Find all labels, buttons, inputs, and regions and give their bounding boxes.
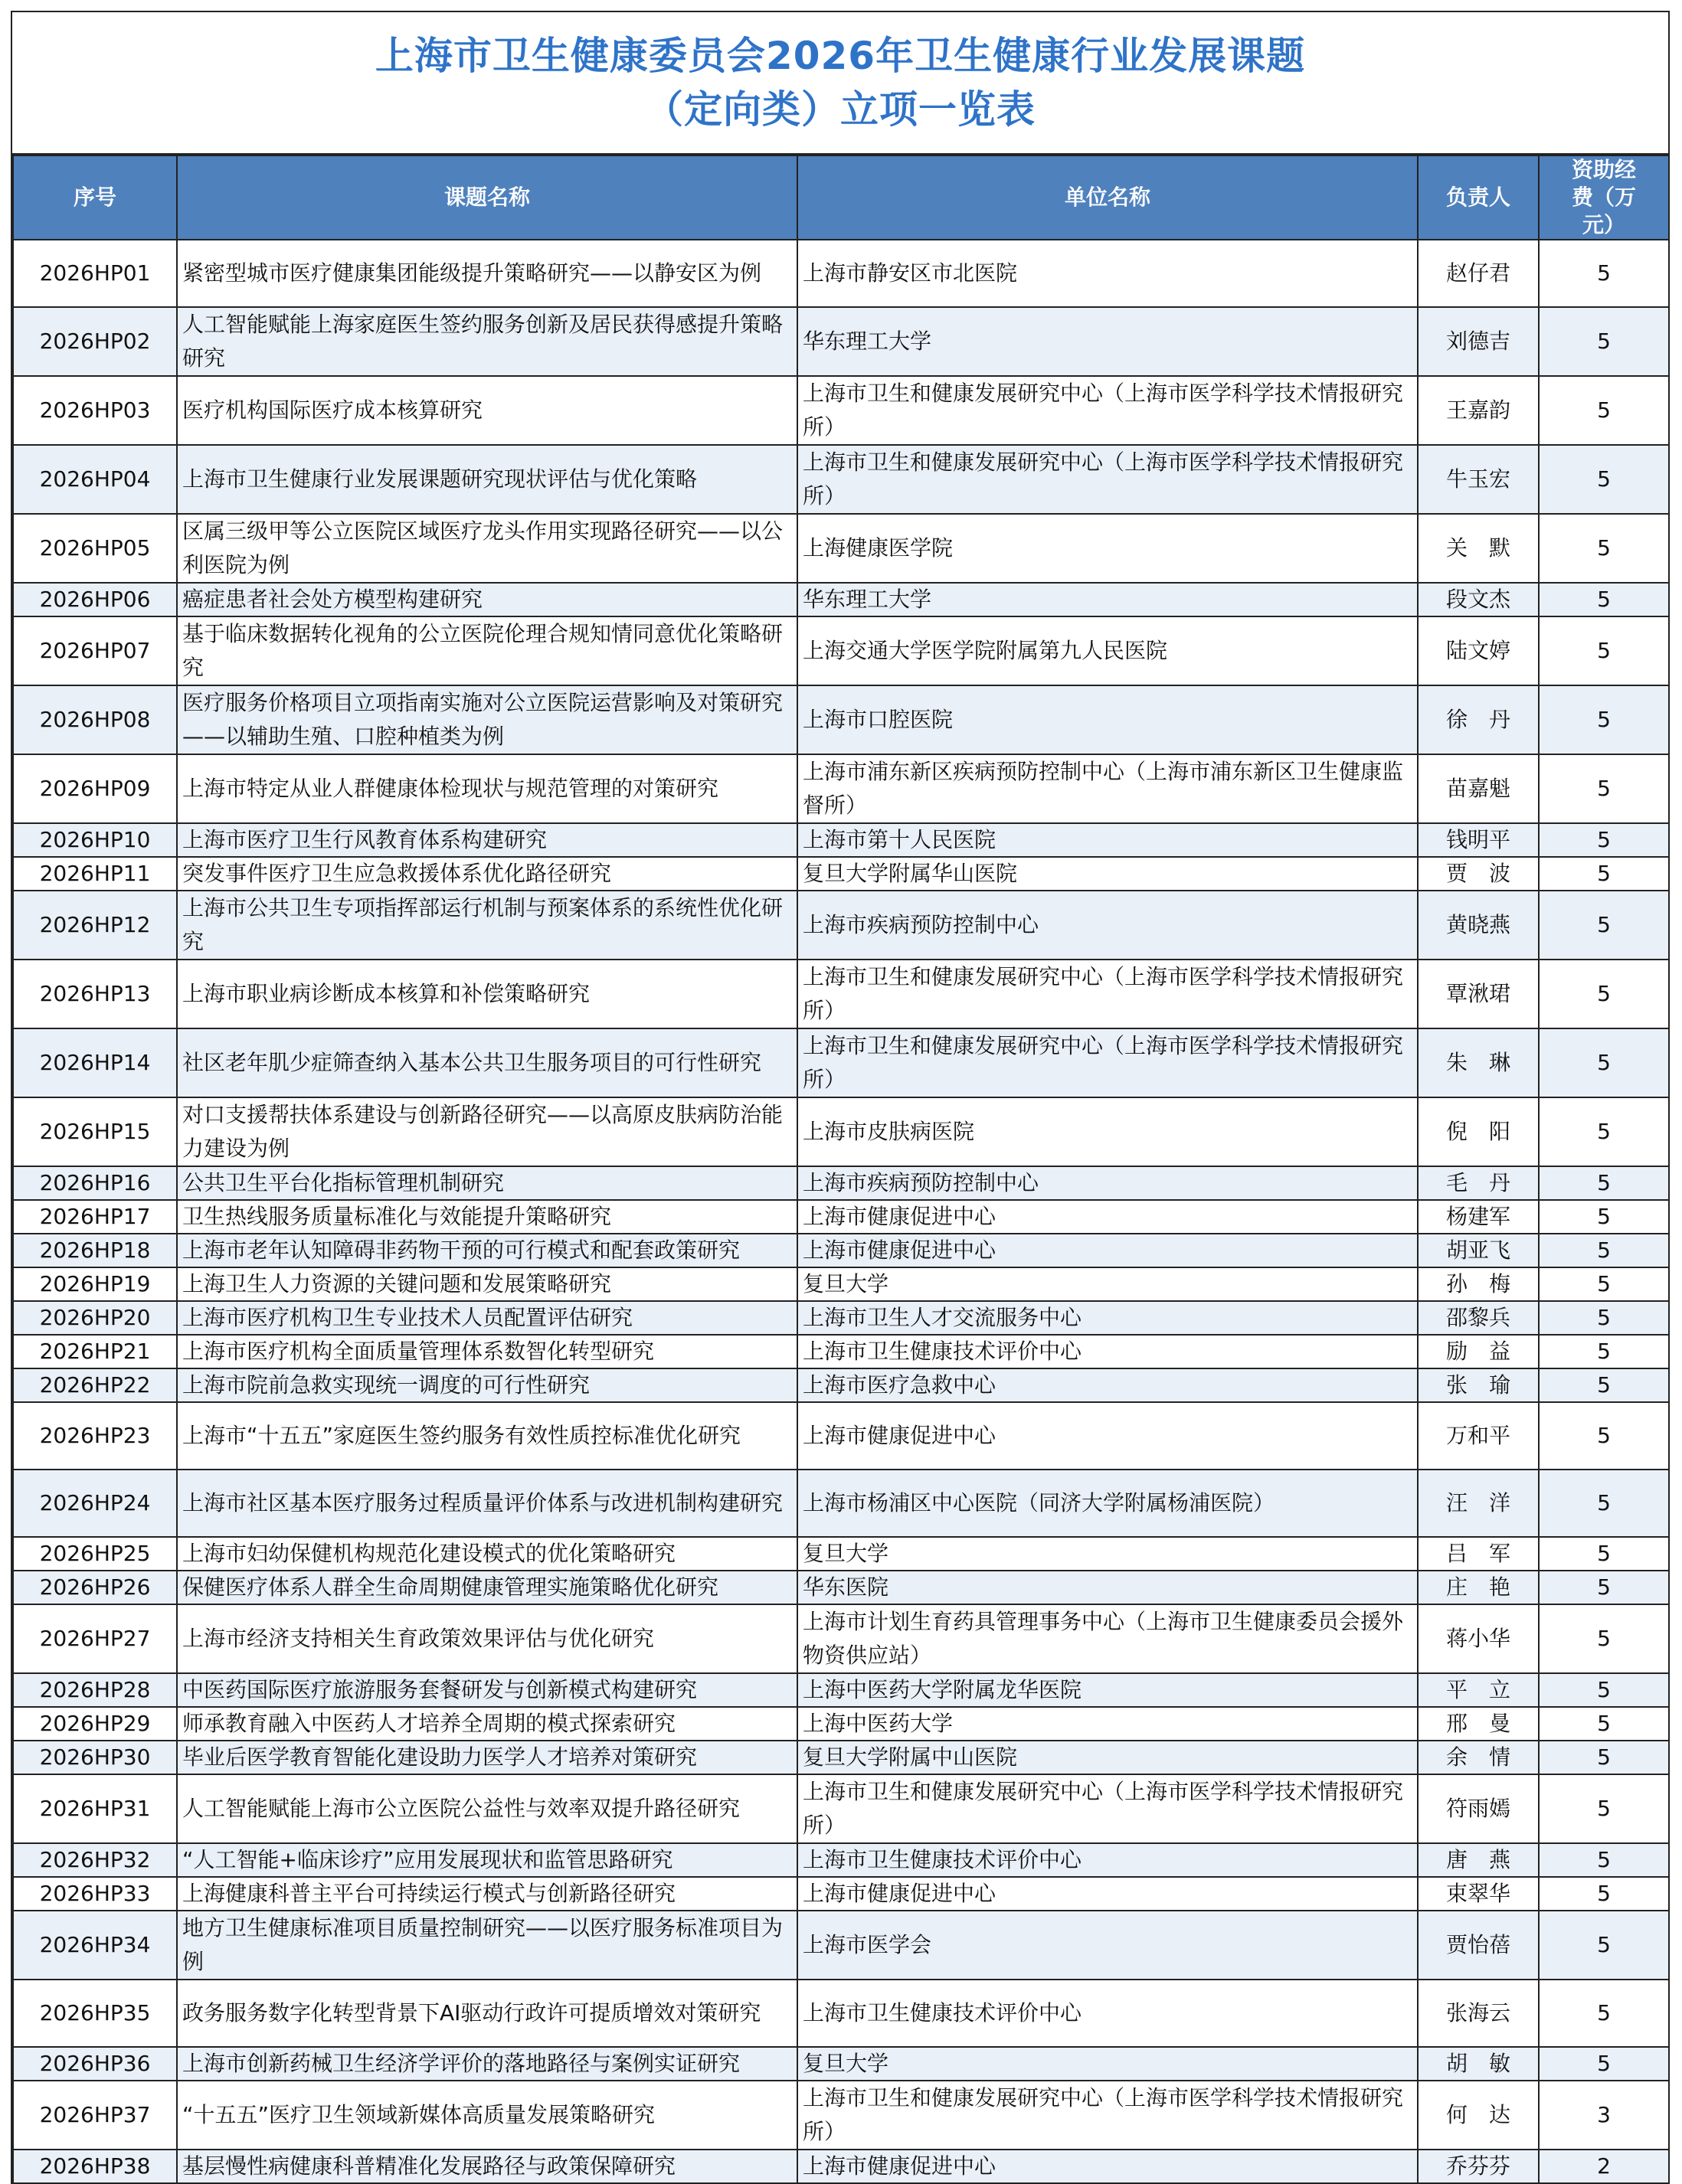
row-no: 2026HP06 [13,583,177,616]
row-leader: 贾怡蓓 [1418,1911,1539,1980]
row-no: 2026HP08 [13,685,177,754]
row-leader: 牛玉宏 [1418,445,1539,514]
row-unit: 上海市卫生和健康发展研究中心（上海市医学科学技术情报研究所） [797,1774,1418,1843]
row-fund: 5 [1539,1537,1669,1571]
row-fund: 5 [1539,823,1669,857]
row-leader: 束翠华 [1418,1877,1539,1911]
row-topic: 社区老年肌少症筛查纳入基本公共卫生服务项目的可行性研究 [177,1028,797,1097]
row-no: 2026HP38 [13,2150,177,2183]
row-fund: 5 [1539,1980,1669,2047]
row-no: 2026HP15 [13,1097,177,1166]
row-unit: 上海市卫生和健康发展研究中心（上海市医学科学技术情报研究所） [797,376,1418,445]
row-leader: 余 情 [1418,1741,1539,1774]
row-unit: 上海市健康促进中心 [797,1234,1418,1267]
row-fund: 5 [1539,1843,1669,1877]
row-unit: 上海市第十人民医院 [797,823,1418,857]
row-leader: 蒋小华 [1418,1604,1539,1673]
row-topic: 上海市医疗机构卫生专业技术人员配置评估研究 [177,1301,797,1335]
row-topic: 政务服务数字化转型背景下AI驱动行政许可提质增效对策研究 [177,1980,797,2047]
row-fund: 5 [1539,307,1669,376]
row-no: 2026HP33 [13,1877,177,1911]
row-leader: 何 达 [1418,2081,1539,2150]
row-unit: 上海市健康促进中心 [797,2150,1418,2183]
row-no: 2026HP10 [13,823,177,857]
table-row [13,514,1669,583]
row-leader: 徐 丹 [1418,685,1539,754]
row-no: 2026HP27 [13,1604,177,1673]
row-leader: 关 默 [1418,514,1539,583]
row-topic: 医疗服务价格项目立项指南实施对公立医院运营影响及对策研究——以辅助生殖、口腔种植类为例 [177,685,797,754]
row-topic: 上海市妇幼保健机构规范化建设模式的优化策略研究 [177,1537,797,1571]
row-unit: 上海市计划生育药具管理事务中心（上海市卫生健康委员会援外物资供应站） [797,1604,1418,1673]
table-row [13,376,1669,445]
row-unit: 华东理工大学 [797,583,1418,616]
row-unit: 上海市皮肤病医院 [797,1097,1418,1166]
row-fund: 5 [1539,1200,1669,1234]
row-topic: 人工智能赋能上海家庭医生签约服务创新及居民获得感提升策略研究 [177,307,797,376]
row-topic: 区属三级甲等公立医院区域医疗龙头作用实现路径研究——以公利医院为例 [177,514,797,583]
row-leader: 苗嘉魁 [1418,754,1539,823]
header-no: 序号 [13,155,177,240]
row-no: 2026HP12 [13,891,177,960]
row-fund: 5 [1539,1267,1669,1301]
table-row [13,1911,1669,1980]
row-unit: 上海市卫生和健康发展研究中心（上海市医学科学技术情报研究所） [797,960,1418,1028]
row-fund: 5 [1539,685,1669,754]
table-row [13,1470,1669,1537]
row-topic: 公共卫生平台化指标管理机制研究 [177,1166,797,1200]
row-topic: 师承教育融入中医药人才培养全周期的模式探索研究 [177,1707,797,1741]
row-fund: 5 [1539,2047,1669,2081]
row-fund: 5 [1539,583,1669,616]
table-row [13,1402,1669,1470]
table-row [13,1604,1669,1673]
row-fund: 5 [1539,1604,1669,1673]
row-unit: 上海市卫生健康技术评价中心 [797,1980,1418,2047]
table-row [13,240,1669,307]
row-unit: 上海中医药大学附属龙华医院 [797,1673,1418,1707]
row-leader: 陆文婷 [1418,616,1539,685]
row-topic: 保健医疗体系人群全生命周期健康管理实施策略优化研究 [177,1571,797,1604]
table-row [13,685,1669,754]
table-row [13,616,1669,685]
row-fund: 3 [1539,2081,1669,2150]
row-topic: 上海市医疗机构全面质量管理体系数智化转型研究 [177,1335,797,1368]
row-unit: 上海市医学会 [797,1911,1418,1980]
row-unit: 复旦大学 [797,1537,1418,1571]
row-topic: “十五五”医疗卫生领域新媒体高质量发展策略研究 [177,2081,797,2150]
row-no: 2026HP22 [13,1368,177,1402]
row-no: 2026HP02 [13,307,177,376]
table-row [13,1097,1669,1166]
row-unit: 上海健康医学院 [797,514,1418,583]
row-no: 2026HP14 [13,1028,177,1097]
row-topic: 上海市院前急救实现统一调度的可行性研究 [177,1368,797,1402]
row-unit: 上海市卫生和健康发展研究中心（上海市医学科学技术情报研究所） [797,1028,1418,1097]
row-unit: 复旦大学 [797,2047,1418,2081]
row-topic: 上海卫生人力资源的关键问题和发展策略研究 [177,1267,797,1301]
row-leader: 汪 洋 [1418,1470,1539,1537]
table-row [13,1028,1669,1097]
row-leader: 毛 丹 [1418,1166,1539,1200]
row-unit: 上海市静安区市北医院 [797,240,1418,307]
row-fund: 5 [1539,1335,1669,1368]
row-topic: 上海市职业病诊断成本核算和补偿策略研究 [177,960,797,1028]
sheet [11,11,1670,2184]
row-topic: 医疗机构国际医疗成本核算研究 [177,376,797,445]
row-no: 2026HP07 [13,616,177,685]
row-leader: 赵仔君 [1418,240,1539,307]
row-no: 2026HP29 [13,1707,177,1741]
table-row [13,1980,1669,2047]
row-no: 2026HP13 [13,960,177,1028]
row-leader: 倪 阳 [1418,1097,1539,1166]
header-unit: 单位名称 [797,155,1418,240]
row-fund: 5 [1539,240,1669,307]
row-fund: 5 [1539,1673,1669,1707]
table-row [13,857,1669,891]
row-topic: 上海市创新药械卫生经济学评价的落地路径与案例实证研究 [177,2047,797,2081]
row-leader: 张 瑜 [1418,1368,1539,1402]
row-no: 2026HP21 [13,1335,177,1368]
row-no: 2026HP28 [13,1673,177,1707]
table-row [13,2047,1669,2081]
row-fund: 5 [1539,1234,1669,1267]
table-row [13,2150,1669,2183]
table-row [13,823,1669,857]
row-topic: 癌症患者社会处方模型构建研究 [177,583,797,616]
row-fund: 5 [1539,1097,1669,1166]
row-leader: 乔芬芬 [1418,2150,1539,2183]
row-leader: 钱明平 [1418,823,1539,857]
row-no: 2026HP05 [13,514,177,583]
row-topic: 中医药国际医疗旅游服务套餐研发与创新模式构建研究 [177,1673,797,1707]
row-topic: 毕业后医学教育智能化建设助力医学人才培养对策研究 [177,1741,797,1774]
row-fund: 5 [1539,1707,1669,1741]
row-fund: 5 [1539,616,1669,685]
row-fund: 5 [1539,891,1669,960]
row-no: 2026HP26 [13,1571,177,1604]
row-no: 2026HP20 [13,1301,177,1335]
row-topic: “人工智能+临床诊疗”应用发展现状和监管思路研究 [177,1843,797,1877]
row-leader: 胡亚飞 [1418,1234,1539,1267]
row-unit: 上海交通大学医学院附属第九人民医院 [797,616,1418,685]
title-line-1: 上海市卫生健康委员会2026年卫生健康行业发展课题 [375,34,1306,78]
table-row [13,891,1669,960]
row-leader: 平 立 [1418,1673,1539,1707]
row-leader: 朱 琳 [1418,1028,1539,1097]
row-no: 2026HP11 [13,857,177,891]
table-row [13,1166,1669,1200]
row-leader: 庄 艳 [1418,1571,1539,1604]
header-fund [1539,155,1669,240]
row-fund: 5 [1539,1877,1669,1911]
row-leader: 王嘉韵 [1418,376,1539,445]
title-line-2: （定向类）立项一览表 [645,87,1036,132]
row-topic: 突发事件医疗卫生应急救援体系优化路径研究 [177,857,797,891]
header-leader: 负责人 [1418,155,1539,240]
table-row [13,1741,1669,1774]
table-row [13,1877,1669,1911]
table-row [13,583,1669,616]
row-unit: 上海市卫生和健康发展研究中心（上海市医学科学技术情报研究所） [797,2081,1418,2150]
row-fund: 5 [1539,1470,1669,1537]
row-unit: 上海市卫生和健康发展研究中心（上海市医学科学技术情报研究所） [797,445,1418,514]
row-unit: 上海市口腔医院 [797,685,1418,754]
row-no: 2026HP19 [13,1267,177,1301]
table-row [13,307,1669,376]
row-topic: 上海市老年认知障碍非药物干预的可行模式和配套政策研究 [177,1234,797,1267]
row-unit: 上海中医药大学 [797,1707,1418,1741]
table-row [13,1707,1669,1741]
row-fund: 5 [1539,1402,1669,1470]
row-no: 2026HP16 [13,1166,177,1200]
row-fund: 5 [1539,1774,1669,1843]
row-fund: 5 [1539,1028,1669,1097]
row-unit: 上海市卫生健康技术评价中心 [797,1335,1418,1368]
row-unit: 上海市卫生健康技术评价中心 [797,1843,1418,1877]
row-fund: 5 [1539,754,1669,823]
row-no: 2026HP35 [13,1980,177,2047]
row-no: 2026HP30 [13,1741,177,1774]
row-unit: 华东医院 [797,1571,1418,1604]
row-unit: 上海市健康促进中心 [797,1200,1418,1234]
table-row [13,1843,1669,1877]
table-row [13,1368,1669,1402]
row-fund: 5 [1539,376,1669,445]
table-row [13,754,1669,823]
header-row [13,155,1669,240]
row-topic: 上海市特定从业人群健康体检现状与规范管理的对策研究 [177,754,797,823]
row-no: 2026HP37 [13,2081,177,2150]
row-leader: 覃湫珺 [1418,960,1539,1028]
row-fund: 5 [1539,1741,1669,1774]
row-unit: 上海市医疗急救中心 [797,1368,1418,1402]
row-fund: 5 [1539,960,1669,1028]
title-block [12,12,1668,155]
row-leader: 杨建军 [1418,1200,1539,1234]
table-row [13,2081,1669,2150]
row-fund: 5 [1539,1911,1669,1980]
row-no: 2026HP24 [13,1470,177,1537]
row-topic: 基层慢性病健康科普精准化发展路径与政策保障研究 [177,2150,797,2183]
row-topic: 上海市医疗卫生行风教育体系构建研究 [177,823,797,857]
row-leader: 孙 梅 [1418,1267,1539,1301]
table-row [13,1267,1669,1301]
header-topic: 课题名称 [177,155,797,240]
row-leader: 邵黎兵 [1418,1301,1539,1335]
table-row [13,445,1669,514]
row-topic: 对口支援帮扶体系建设与创新路径研究——以高原皮肤病防治能力建设为例 [177,1097,797,1166]
row-topic: 上海市经济支持相关生育政策效果评估与优化研究 [177,1604,797,1673]
row-topic: 上海市“十五五”家庭医生签约服务有效性质控标准优化研究 [177,1402,797,1470]
row-topic: 地方卫生健康标准项目质量控制研究——以医疗服务标准项目为例 [177,1911,797,1980]
row-no: 2026HP09 [13,754,177,823]
row-topic: 卫生热线服务质量标准化与效能提升策略研究 [177,1200,797,1234]
row-fund: 5 [1539,1571,1669,1604]
row-no: 2026HP31 [13,1774,177,1843]
row-leader: 张海云 [1418,1980,1539,2047]
row-leader: 邢 曼 [1418,1707,1539,1741]
row-leader: 胡 敏 [1418,2047,1539,2081]
row-unit: 华东理工大学 [797,307,1418,376]
row-leader: 黄晓燕 [1418,891,1539,960]
row-no: 2026HP01 [13,240,177,307]
row-unit: 复旦大学附属华山医院 [797,857,1418,891]
row-fund: 5 [1539,514,1669,583]
row-leader: 贾 波 [1418,857,1539,891]
row-fund: 5 [1539,1368,1669,1402]
row-leader: 段文杰 [1418,583,1539,616]
row-topic: 上海健康科普主平台可持续运行模式与创新路径研究 [177,1877,797,1911]
row-no: 2026HP23 [13,1402,177,1470]
row-fund: 5 [1539,857,1669,891]
table-row [13,960,1669,1028]
row-leader: 唐 燕 [1418,1843,1539,1877]
row-fund: 5 [1539,1166,1669,1200]
row-no: 2026HP04 [13,445,177,514]
header-fund-label: 资助经费（万元） [1571,157,1636,237]
row-topic: 上海市社区基本医疗服务过程质量评价体系与改进机制构建研究 [177,1470,797,1537]
row-unit: 上海市健康促进中心 [797,1402,1418,1470]
row-unit: 复旦大学附属中山医院 [797,1741,1418,1774]
row-unit: 上海市卫生人才交流服务中心 [797,1301,1418,1335]
row-unit: 上海市杨浦区中心医院（同济大学附属杨浦医院） [797,1470,1418,1537]
row-fund: 2 [1539,2150,1669,2183]
row-leader: 励 益 [1418,1335,1539,1368]
row-topic: 紧密型城市医疗健康集团能级提升策略研究——以静安区为例 [177,240,797,307]
row-leader: 刘德吉 [1418,307,1539,376]
row-topic: 上海市公共卫生专项指挥部运行机制与预案体系的系统性优化研究 [177,891,797,960]
row-fund: 5 [1539,445,1669,514]
table-row [13,1774,1669,1843]
row-unit: 复旦大学 [797,1267,1418,1301]
row-topic: 人工智能赋能上海市公立医院公益性与效率双提升路径研究 [177,1774,797,1843]
table-row [13,1571,1669,1604]
row-unit: 上海市疾病预防控制中心 [797,1166,1418,1200]
row-no: 2026HP25 [13,1537,177,1571]
row-unit: 上海市疾病预防控制中心 [797,891,1418,960]
row-no: 2026HP36 [13,2047,177,2081]
row-no: 2026HP32 [13,1843,177,1877]
row-topic: 上海市卫生健康行业发展课题研究现状评估与优化策略 [177,445,797,514]
project-table [12,155,1670,2184]
row-leader: 吕 军 [1418,1537,1539,1571]
table-row [13,1200,1669,1234]
row-unit: 上海市健康促进中心 [797,1877,1418,1911]
table-row [13,1673,1669,1707]
row-unit: 上海市浦东新区疾病预防控制中心（上海市浦东新区卫生健康监督所） [797,754,1418,823]
row-no: 2026HP17 [13,1200,177,1234]
table-row [13,1301,1669,1335]
row-no: 2026HP18 [13,1234,177,1267]
row-topic: 基于临床数据转化视角的公立医院伦理合规知情同意优化策略研究 [177,616,797,685]
table-row [13,1335,1669,1368]
table-row [13,1234,1669,1267]
row-no: 2026HP34 [13,1911,177,1980]
table-row [13,1537,1669,1571]
row-leader: 万和平 [1418,1402,1539,1470]
row-leader: 符雨嫣 [1418,1774,1539,1843]
row-no: 2026HP03 [13,376,177,445]
row-fund: 5 [1539,1301,1669,1335]
